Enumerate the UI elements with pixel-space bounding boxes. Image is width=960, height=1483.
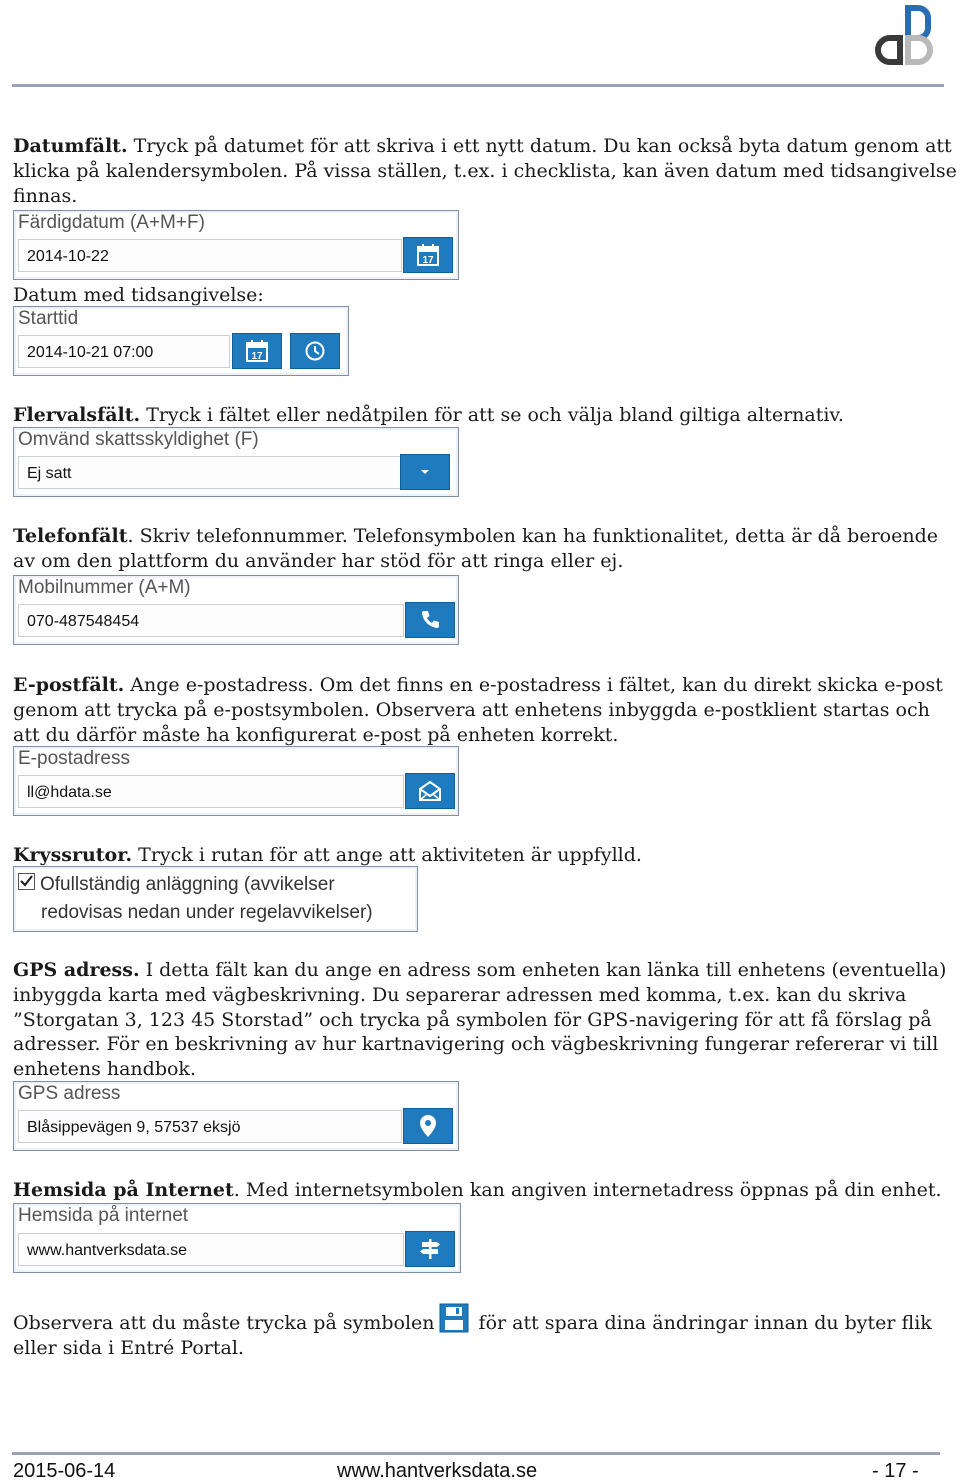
hemsida-heading: Hemsida på Internet — [13, 1179, 234, 1201]
kryss-text: Tryck i rutan för att ange att aktiviteten är uppfylld. — [132, 844, 642, 866]
footer-page-number: - 17 - — [872, 1460, 919, 1482]
epost-mail-button[interactable] — [405, 773, 455, 809]
footer-rule — [12, 1452, 940, 1455]
fardigdatum-field — [13, 210, 459, 280]
flerval-text: Tryck i fältet eller nedåtpilen för att se och välja bland giltiga alternativ. — [140, 404, 844, 426]
gps-text: I detta fält kan du ange en adress som enheten kan länka till enhetens (eventuella) inbyggda karta med vägbeskrivning. Du separerar adressen med komma, t.ex. kan du skriva ”Storgatan 3, 123 45 Storstad” och trycka på symbolen för GPS-navigering för att få förslag på adresser. För en beskrivning av hur kartnavigering och vägbeskrivning fungerar refererar vi till enhetens handbok. — [13, 959, 947, 1081]
hemsida-text: . Med internetsymbolen kan angiven internetadress öppnas på din enhet. — [233, 1179, 942, 1201]
telefon-heading: Telefonfält — [13, 525, 128, 547]
header-rule — [12, 84, 944, 87]
signpost-icon — [418, 1237, 442, 1261]
hemsida-input[interactable]: www.hantverksdata.se — [18, 1233, 404, 1266]
datum-heading: Datumfält. — [13, 135, 128, 157]
starttid-clock-button[interactable] — [290, 333, 340, 369]
flerval-heading: Flervalsfält. — [13, 404, 141, 426]
calendar-icon — [245, 339, 269, 363]
epost-label: E-postadress — [18, 748, 130, 769]
footer-date: 2015-06-14 — [13, 1460, 116, 1482]
telefon-text: . Skriv telefonnummer. Telefonsymbolen kan ha funktionalitet, detta är då beroende av om den plattform du använder har stöd för att ringa eller ej. — [13, 525, 938, 572]
save-paragraph — [13, 1303, 958, 1361]
omvand-select[interactable]: Ej satt — [18, 456, 402, 489]
starttid-input[interactable]: 2014-10-21 07:00 — [18, 335, 230, 368]
fardigdatum-calendar-button[interactable] — [403, 237, 453, 273]
gps-label: GPS adress — [18, 1083, 121, 1104]
epost-heading: E-postfält. — [13, 674, 125, 696]
gps-paragraph — [13, 958, 958, 1082]
mobil-label: Mobilnummer (A+M) — [18, 577, 191, 598]
epost-input[interactable]: ll@hdata.se — [18, 775, 404, 808]
save-text-after: för att spara dina ändringar innan du byter flik eller sida i Entré Portal. — [13, 1312, 932, 1359]
save-text-before: Observera att du måste trycka på symbolen — [13, 1312, 435, 1334]
gps-heading: GPS adress. — [13, 959, 140, 981]
checkbox-field — [13, 866, 418, 932]
gps-input[interactable]: Blåsippevägen 9, 57537 eksjö — [18, 1110, 402, 1143]
kryss-heading: Kryssrutor. — [13, 844, 133, 866]
clock-icon — [304, 340, 326, 362]
gps-field — [13, 1081, 459, 1151]
datum-paragraph — [13, 134, 958, 208]
telefon-paragraph — [13, 524, 958, 574]
mobil-input[interactable]: 070-487548454 — [18, 604, 404, 637]
omvand-field — [13, 427, 459, 497]
datum-tid-text: Datum med tidsangivelse: — [13, 284, 264, 306]
kryss-paragraph — [13, 843, 958, 868]
mobil-field — [13, 575, 459, 645]
epost-field — [13, 746, 459, 816]
omvand-dropdown-button[interactable] — [400, 454, 450, 490]
fardigdatum-label: Färdigdatum (A+M+F) — [18, 212, 205, 233]
svg-text:17: 17 — [251, 351, 263, 362]
svg-text:17: 17 — [422, 255, 434, 266]
footer-site: www.hantverksdata.se — [337, 1460, 538, 1482]
envelope-icon — [418, 780, 442, 802]
calendar-icon — [416, 243, 440, 267]
anlaggning-checkbox[interactable] — [18, 873, 35, 890]
hemsida-paragraph — [13, 1178, 958, 1203]
flerval-paragraph — [13, 403, 958, 428]
mobil-phone-button[interactable] — [405, 602, 455, 638]
epost-text: Ange e-postadress. Om det finns en e-postadress i fältet, kan du direkt skicka e-post genom att trycka på e-postsymbolen. Observera att enhetens inbyggda e-postklient startas och att du därför måste ha konfigurerat e-post på enheten korrekt. — [13, 674, 943, 746]
datum-text: Tryck på datumet för att skriva i ett nytt datum. Du kan också byta datum genom att klicka på kalendersymbolen. På vissa ställen, t.ex. i checklista, kan även datum med tidsangivelse finnas. — [13, 135, 957, 207]
omvand-label: Omvänd skattsskyldighet (F) — [18, 429, 259, 450]
fardigdatum-input[interactable]: 2014-10-22 — [18, 239, 402, 272]
chevron-down-icon — [418, 467, 432, 477]
company-logo — [870, 4, 934, 68]
phone-icon — [419, 609, 441, 631]
checkbox-label-line2: redovisas nedan under regelavvikelser) — [41, 902, 373, 923]
starttid-calendar-button[interactable] — [232, 333, 282, 369]
checkmark-icon — [19, 874, 34, 889]
checkbox-label — [40, 871, 373, 927]
starttid-field — [13, 306, 349, 376]
checkbox-label-line1: Ofullständig anläggning (avvikelser — [40, 874, 335, 895]
starttid-label: Starttid — [18, 308, 79, 329]
epost-paragraph — [13, 673, 958, 747]
hemsida-label: Hemsida på internet — [18, 1205, 189, 1226]
map-pin-icon — [419, 1114, 437, 1138]
gps-navigate-button[interactable] — [403, 1108, 453, 1144]
hemsida-field — [13, 1203, 461, 1273]
hemsida-open-button[interactable] — [405, 1231, 455, 1267]
floppy-disk-icon — [439, 1303, 469, 1333]
